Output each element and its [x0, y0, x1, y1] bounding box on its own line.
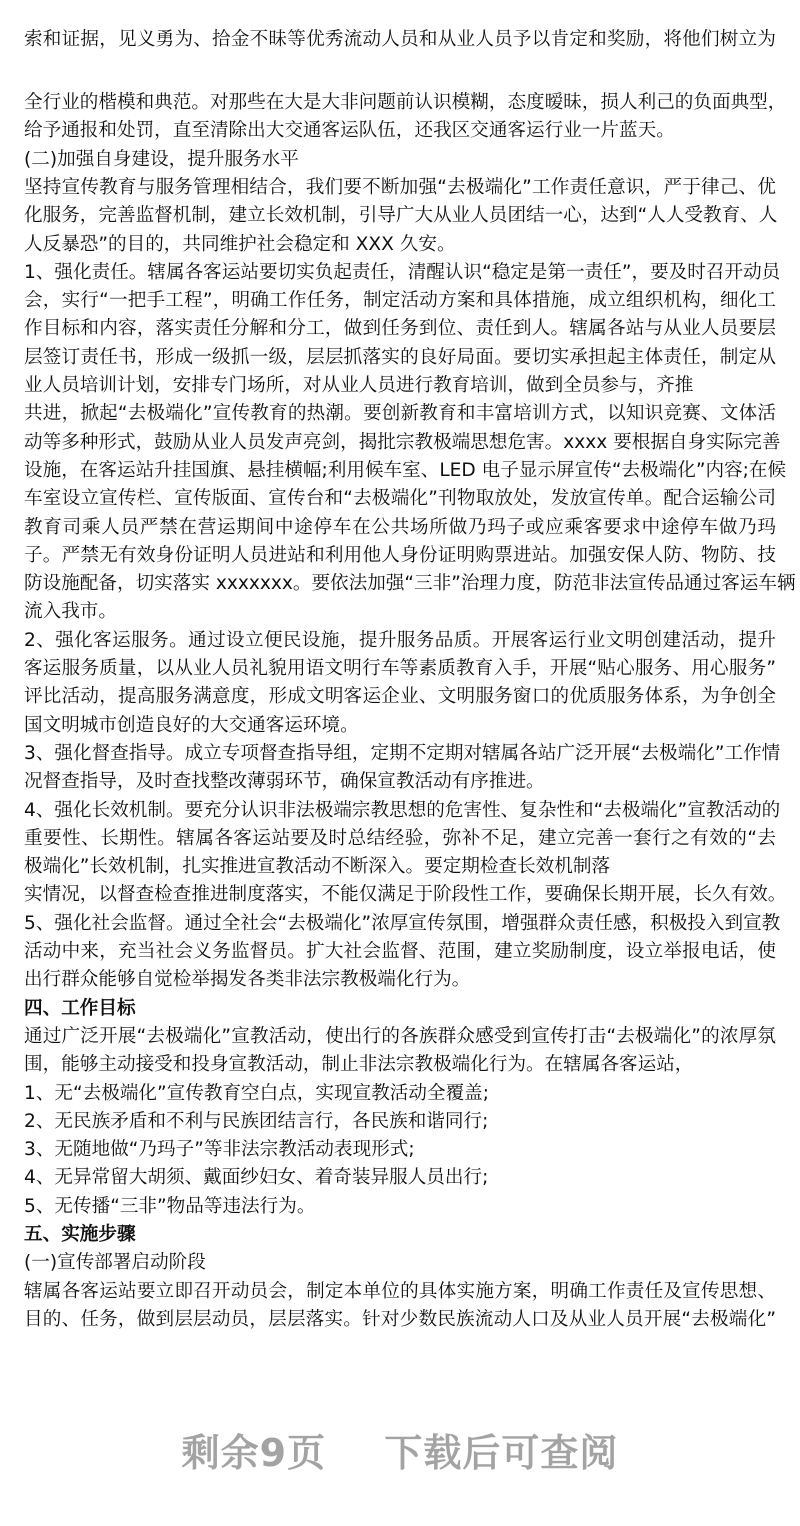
text-line: 设施，在客运站升挂国旗、悬挂横幅;利用候车室、LED 电子显示屏宣传“去极端化”内容;在候 — [24, 459, 787, 481]
text-line: 围，能够主动接受和投身宣教活动，制止非法宗教极端化行为。在辖属各客运站， — [24, 1054, 694, 1076]
text-line: 4、强化长效机制。要充分认识非法极端宗教思想的危害性、复杂性和“去极端化”宣教活动的 — [24, 799, 781, 821]
text-line: 极端化”长效机制，扎实推进宣教活动不断深入。要定期检查长效机制落 — [24, 856, 611, 878]
text-line: 3、强化督查指导。成立专项督查指导组，定期不定期对辖属各站广泛开展“去极端化”工作情 — [24, 742, 781, 764]
download-to-view-label[interactable]: 下载后可查阅 — [384, 1431, 619, 1475]
text-line: 况督查指导，及时查找整改薄弱环节，确保宣教活动有序推进。 — [24, 771, 545, 793]
text-line: 2、强化客运服务。通过设立便民设施，提升服务品质。开展客运行业文明创建活动，提升 — [24, 629, 776, 651]
text-line: 流入我市。 — [24, 601, 117, 623]
section-heading: 四、工作目标 — [24, 997, 136, 1019]
text-line: 给予通报和处罚，直至清除出大交通客运队伍，还我区交通客运行业一片蓝天。 — [24, 120, 675, 142]
text-line: 辖属各客运站要立即召开动员会，制定本单位的具体实施方案，明确工作责任及宣传思想、 — [24, 1280, 776, 1302]
text-line: 通过广泛开展“去极端化”宣教活动，使出行的各族群众感受到宣传打击“去极端化”的浓厚氛 — [24, 1025, 776, 1047]
download-prompt-banner[interactable] — [0, 1422, 800, 1477]
text-line: 3、无随地做“乃玛子”等非法宗教活动表现形式; — [24, 1139, 415, 1161]
text-line: 重要性、长期性。辖属各客运站要及时总结经验，弥补不足，建立完善一套行之有效的“去 — [24, 827, 776, 849]
text-line: 教育司乘人员严禁在营运期间中途停车在公共场所做乃玛子或应乘客要求中途停车做乃玛 — [24, 516, 776, 538]
text-line: 1、无“去极端化”宣传教育空白点，实现宣教活动全覆盖; — [24, 1082, 490, 1104]
text-line: 2、无民族矛盾和不利与民族团结言行，各民族和谐同行; — [24, 1110, 489, 1132]
text-line: 动等多种形式，鼓励从业人员发声亮剑，揭批宗教极端思想危害。xxxx 要根据自身实际完善 — [24, 431, 781, 453]
remaining-pages-label: 剩余9页 — [181, 1431, 327, 1475]
text-line: 5、无传播“三非”物品等违法行为。 — [24, 1195, 316, 1217]
text-line: 会，实行“一把手工程”，明确工作任务，制定活动方案和具体措施，成立组织机构，细化工 — [24, 290, 776, 312]
text-line: 人反暴恐”的目的，共同维护社会稳定和 XXX 久安。 — [24, 233, 456, 255]
text-line: (一)宣传部署启动阶段 — [24, 1252, 206, 1274]
text-line: 1、强化责任。辖属各客运站要切实负起责任，清醒认识“稳定是第一责任”，要及时召开动员 — [24, 261, 781, 283]
text-line: 化服务，完善监督机制，建立长效机制，引导广大从业人员团结一心，达到“人人受教育、人 — [24, 205, 778, 227]
text-line: 实情况，以督查检查推进制度落实，不能仅满足于阶段性工作，要确保长期开展，长久有效。 — [24, 884, 787, 906]
text-line: 评比活动，提高服务满意度，形成文明客运企业、文明服务窗口的优质服务体系，为争创全 — [24, 686, 776, 708]
text-line: 共进，掀起“去极端化”宣传教育的热潮。要创新教育和丰富培训方式，以知识竞赛、文体活 — [24, 403, 776, 425]
text-line: 全行业的楷模和典范。对那些在大是大非问题前认识模糊，态度暧昧，损人利己的负面典型， — [24, 92, 787, 113]
text-line: (二)加强自身建设，提升服务水平 — [24, 148, 299, 170]
section-heading: 五、实施步骤 — [24, 1224, 136, 1245]
text-line: 子。严禁无有效身份证明人员进站和利用他人身份证明购票进站。加强安保人防、物防、技 — [24, 544, 776, 566]
text-line: 作目标和内容，落实责任分解和分工，做到任务到位、责任到人。辖属各站与从业人员要层 — [24, 318, 776, 340]
text-line: 目的、任务，做到层层动员，层层落实。针对少数民族流动人口及从业人员开展“去极端化” — [24, 1308, 776, 1330]
text-line: 层签订责任书，形成一级抓一级，层层抓落实的良好局面。要切实承担起主体责任，制定从 — [24, 346, 776, 368]
text-line: 坚持宣传教育与服务管理相结合，我们要不断加强“去极端化”工作责任意识，严于律己、优 — [24, 176, 776, 198]
text-line: 4、无异常留大胡须、戴面纱妇女、着奇装异服人员出行; — [24, 1167, 489, 1189]
text-line: 出行群众能够自觉检举揭发各类非法宗教极端化行为。 — [24, 969, 471, 991]
text-line: 5、强化社会监督。通过全社会“去极端化”浓厚宣传氛围，增强群众责任感，积极投入到宣教 — [24, 912, 781, 934]
text-line: 车室设立宣传栏、宣传版面、宣传台和“去极端化”刊物取放处，发放宣传单。配合运输公司 — [24, 488, 776, 510]
text-line: 国文明城市创造良好的大交通客运环境。 — [24, 714, 359, 736]
text-line: 活动中来，充当社会义务监督员。扩大社会监督、范围，建立奖励制度，设立举报电话，使 — [24, 941, 776, 962]
text-line: 索和证据，见义勇为、拾金不昧等优秀流动人员和从业人员予以肯定和奖励，将他们树立为 — [24, 29, 776, 50]
text-line: 防设施配备，切实落实 xxxxxxx。要依法加强“三非”治理力度，防范非法宣传品通过客运车辆 — [24, 573, 796, 595]
text-line: 业人员培训计划，安排专门场所，对从业人员进行教育培训，做到全员参与，齐推 — [24, 375, 694, 396]
text-line: 客运服务质量，以从业人员礼貌用语文明行车等素质教育入手，开展“贴心服务、用心服务” — [24, 658, 776, 679]
